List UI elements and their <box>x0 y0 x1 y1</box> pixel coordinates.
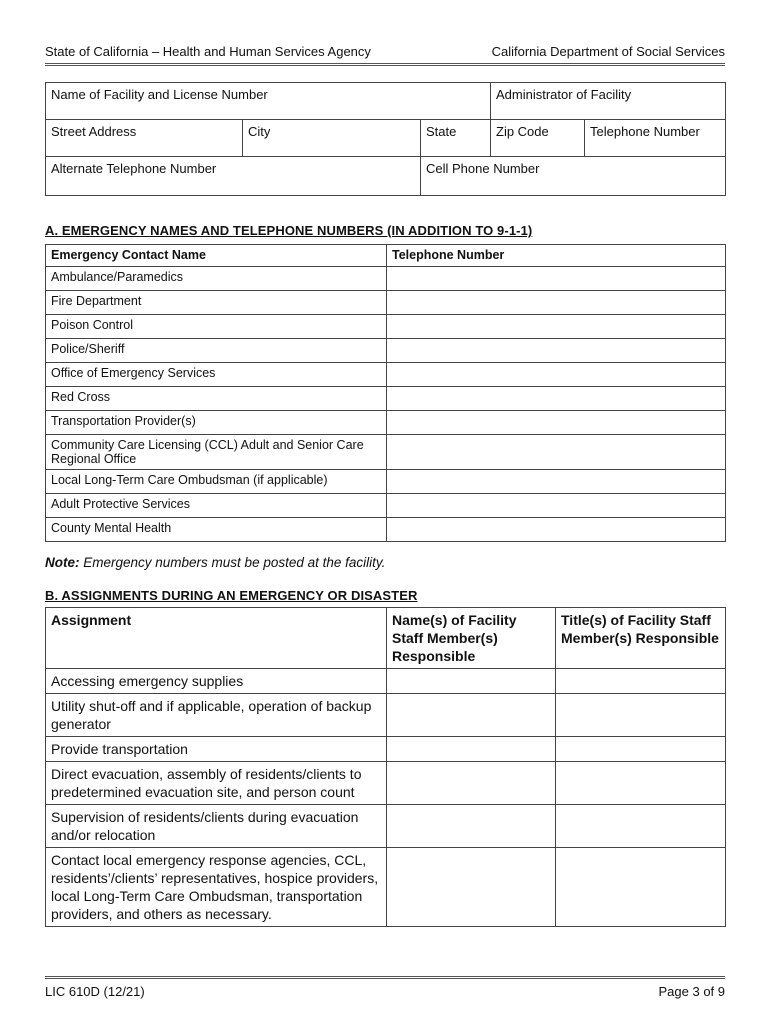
staff-title-cell[interactable] <box>556 737 726 762</box>
table-row <box>46 363 726 387</box>
note-label: Note: <box>45 555 80 570</box>
agency-name: State of California – Health and Human Services Agency <box>45 44 371 59</box>
staff-name-cell[interactable] <box>387 848 556 927</box>
table-row <box>46 694 726 737</box>
contact-name-cell: Community Care Licensing (CCL) Adult and Senior Care Regional Office <box>46 435 387 470</box>
staff-name-cell[interactable] <box>387 694 556 737</box>
telephone-cell[interactable] <box>387 267 726 291</box>
table-row <box>46 315 726 339</box>
assignment-cell: Contact local emergency response agencies, CCL, residents’/clients’ representatives, hospice providers, local Long-Term Care Ombudsman, transportation providers, and others as necessary. <box>46 848 387 927</box>
table-row <box>46 494 726 518</box>
contact-name-cell: Office of Emergency Services <box>46 363 387 387</box>
contact-name-cell: Red Cross <box>46 387 387 411</box>
contact-name-cell: Local Long-Term Care Ombudsman (if applicable) <box>46 470 387 494</box>
emergency-contacts-table <box>45 244 726 542</box>
contact-name-cell: Fire Department <box>46 291 387 315</box>
table-row <box>46 762 726 805</box>
header-rule <box>45 63 725 66</box>
assignment-cell: Direct evacuation, assembly of residents/clients to predetermined evacuation site, and person count <box>46 762 387 805</box>
col-header-staff-titles: Title(s) of Facility Staff Member(s) Responsible <box>556 608 726 669</box>
alternate-telephone-field[interactable]: Alternate Telephone Number <box>46 157 421 196</box>
telephone-cell[interactable] <box>387 411 726 435</box>
table-row <box>46 669 726 694</box>
table-row <box>46 387 726 411</box>
telephone-cell[interactable] <box>387 470 726 494</box>
contact-name-cell: Poison Control <box>46 315 387 339</box>
table-row <box>46 435 726 470</box>
col-header-telephone: Telephone Number <box>387 245 726 267</box>
assignment-cell: Supervision of residents/clients during evacuation and/or relocation <box>46 805 387 848</box>
telephone-cell[interactable] <box>387 291 726 315</box>
facility-info-grid <box>45 82 726 196</box>
col-header-staff-names: Name(s) of Facility Staff Member(s) Responsible <box>387 608 556 669</box>
staff-title-cell[interactable] <box>556 848 726 927</box>
table-row <box>46 805 726 848</box>
telephone-cell[interactable] <box>387 315 726 339</box>
section-a-title: A. EMERGENCY NAMES AND TELEPHONE NUMBERS (IN ADDITION TO 9-1-1) <box>45 223 533 238</box>
table-row <box>46 339 726 363</box>
administrator-field[interactable]: Administrator of Facility <box>491 83 726 120</box>
staff-title-cell[interactable] <box>556 694 726 737</box>
page-number: Page 3 of 9 <box>658 984 725 999</box>
staff-name-cell[interactable] <box>387 762 556 805</box>
table-row <box>46 848 726 927</box>
table-header-row <box>46 608 726 669</box>
facility-name-field[interactable]: Name of Facility and License Number <box>46 83 491 120</box>
staff-title-cell[interactable] <box>556 669 726 694</box>
assignments-table <box>45 607 726 927</box>
telephone-cell[interactable] <box>387 494 726 518</box>
table-row <box>46 518 726 542</box>
assignment-cell: Accessing emergency supplies <box>46 669 387 694</box>
state-field[interactable]: State <box>421 120 491 157</box>
table-row <box>46 470 726 494</box>
staff-name-cell[interactable] <box>387 669 556 694</box>
col-header-contact-name: Emergency Contact Name <box>46 245 387 267</box>
telephone-cell[interactable] <box>387 435 726 470</box>
cell-phone-field[interactable]: Cell Phone Number <box>421 157 726 196</box>
note-text: Emergency numbers must be posted at the facility. <box>79 555 386 570</box>
telephone-cell[interactable] <box>387 363 726 387</box>
staff-name-cell[interactable] <box>387 737 556 762</box>
city-field[interactable]: City <box>243 120 421 157</box>
table-row <box>46 737 726 762</box>
col-header-assignment: Assignment <box>46 608 387 669</box>
posting-note <box>45 555 385 570</box>
department-name: California Department of Social Services <box>491 44 725 59</box>
telephone-cell[interactable] <box>387 387 726 411</box>
street-address-field[interactable]: Street Address <box>46 120 243 157</box>
contact-name-cell: County Mental Health <box>46 518 387 542</box>
staff-title-cell[interactable] <box>556 762 726 805</box>
form-id: LIC 610D (12/21) <box>45 984 145 999</box>
table-row <box>46 411 726 435</box>
telephone-cell[interactable] <box>387 339 726 363</box>
contact-name-cell: Ambulance/Paramedics <box>46 267 387 291</box>
table-row <box>46 267 726 291</box>
table-header-row <box>46 245 726 267</box>
contact-name-cell: Police/Sheriff <box>46 339 387 363</box>
table-row <box>46 291 726 315</box>
contact-name-cell: Transportation Provider(s) <box>46 411 387 435</box>
telephone-cell[interactable] <box>387 518 726 542</box>
contact-name-cell: Adult Protective Services <box>46 494 387 518</box>
assignment-cell: Utility shut-off and if applicable, operation of backup generator <box>46 694 387 737</box>
zip-code-field[interactable]: Zip Code <box>491 120 585 157</box>
telephone-field[interactable]: Telephone Number <box>585 120 726 157</box>
staff-title-cell[interactable] <box>556 805 726 848</box>
footer-rule <box>45 976 725 979</box>
assignment-cell: Provide transportation <box>46 737 387 762</box>
section-b-title: B. ASSIGNMENTS DURING AN EMERGENCY OR DISASTER <box>45 588 418 603</box>
staff-name-cell[interactable] <box>387 805 556 848</box>
